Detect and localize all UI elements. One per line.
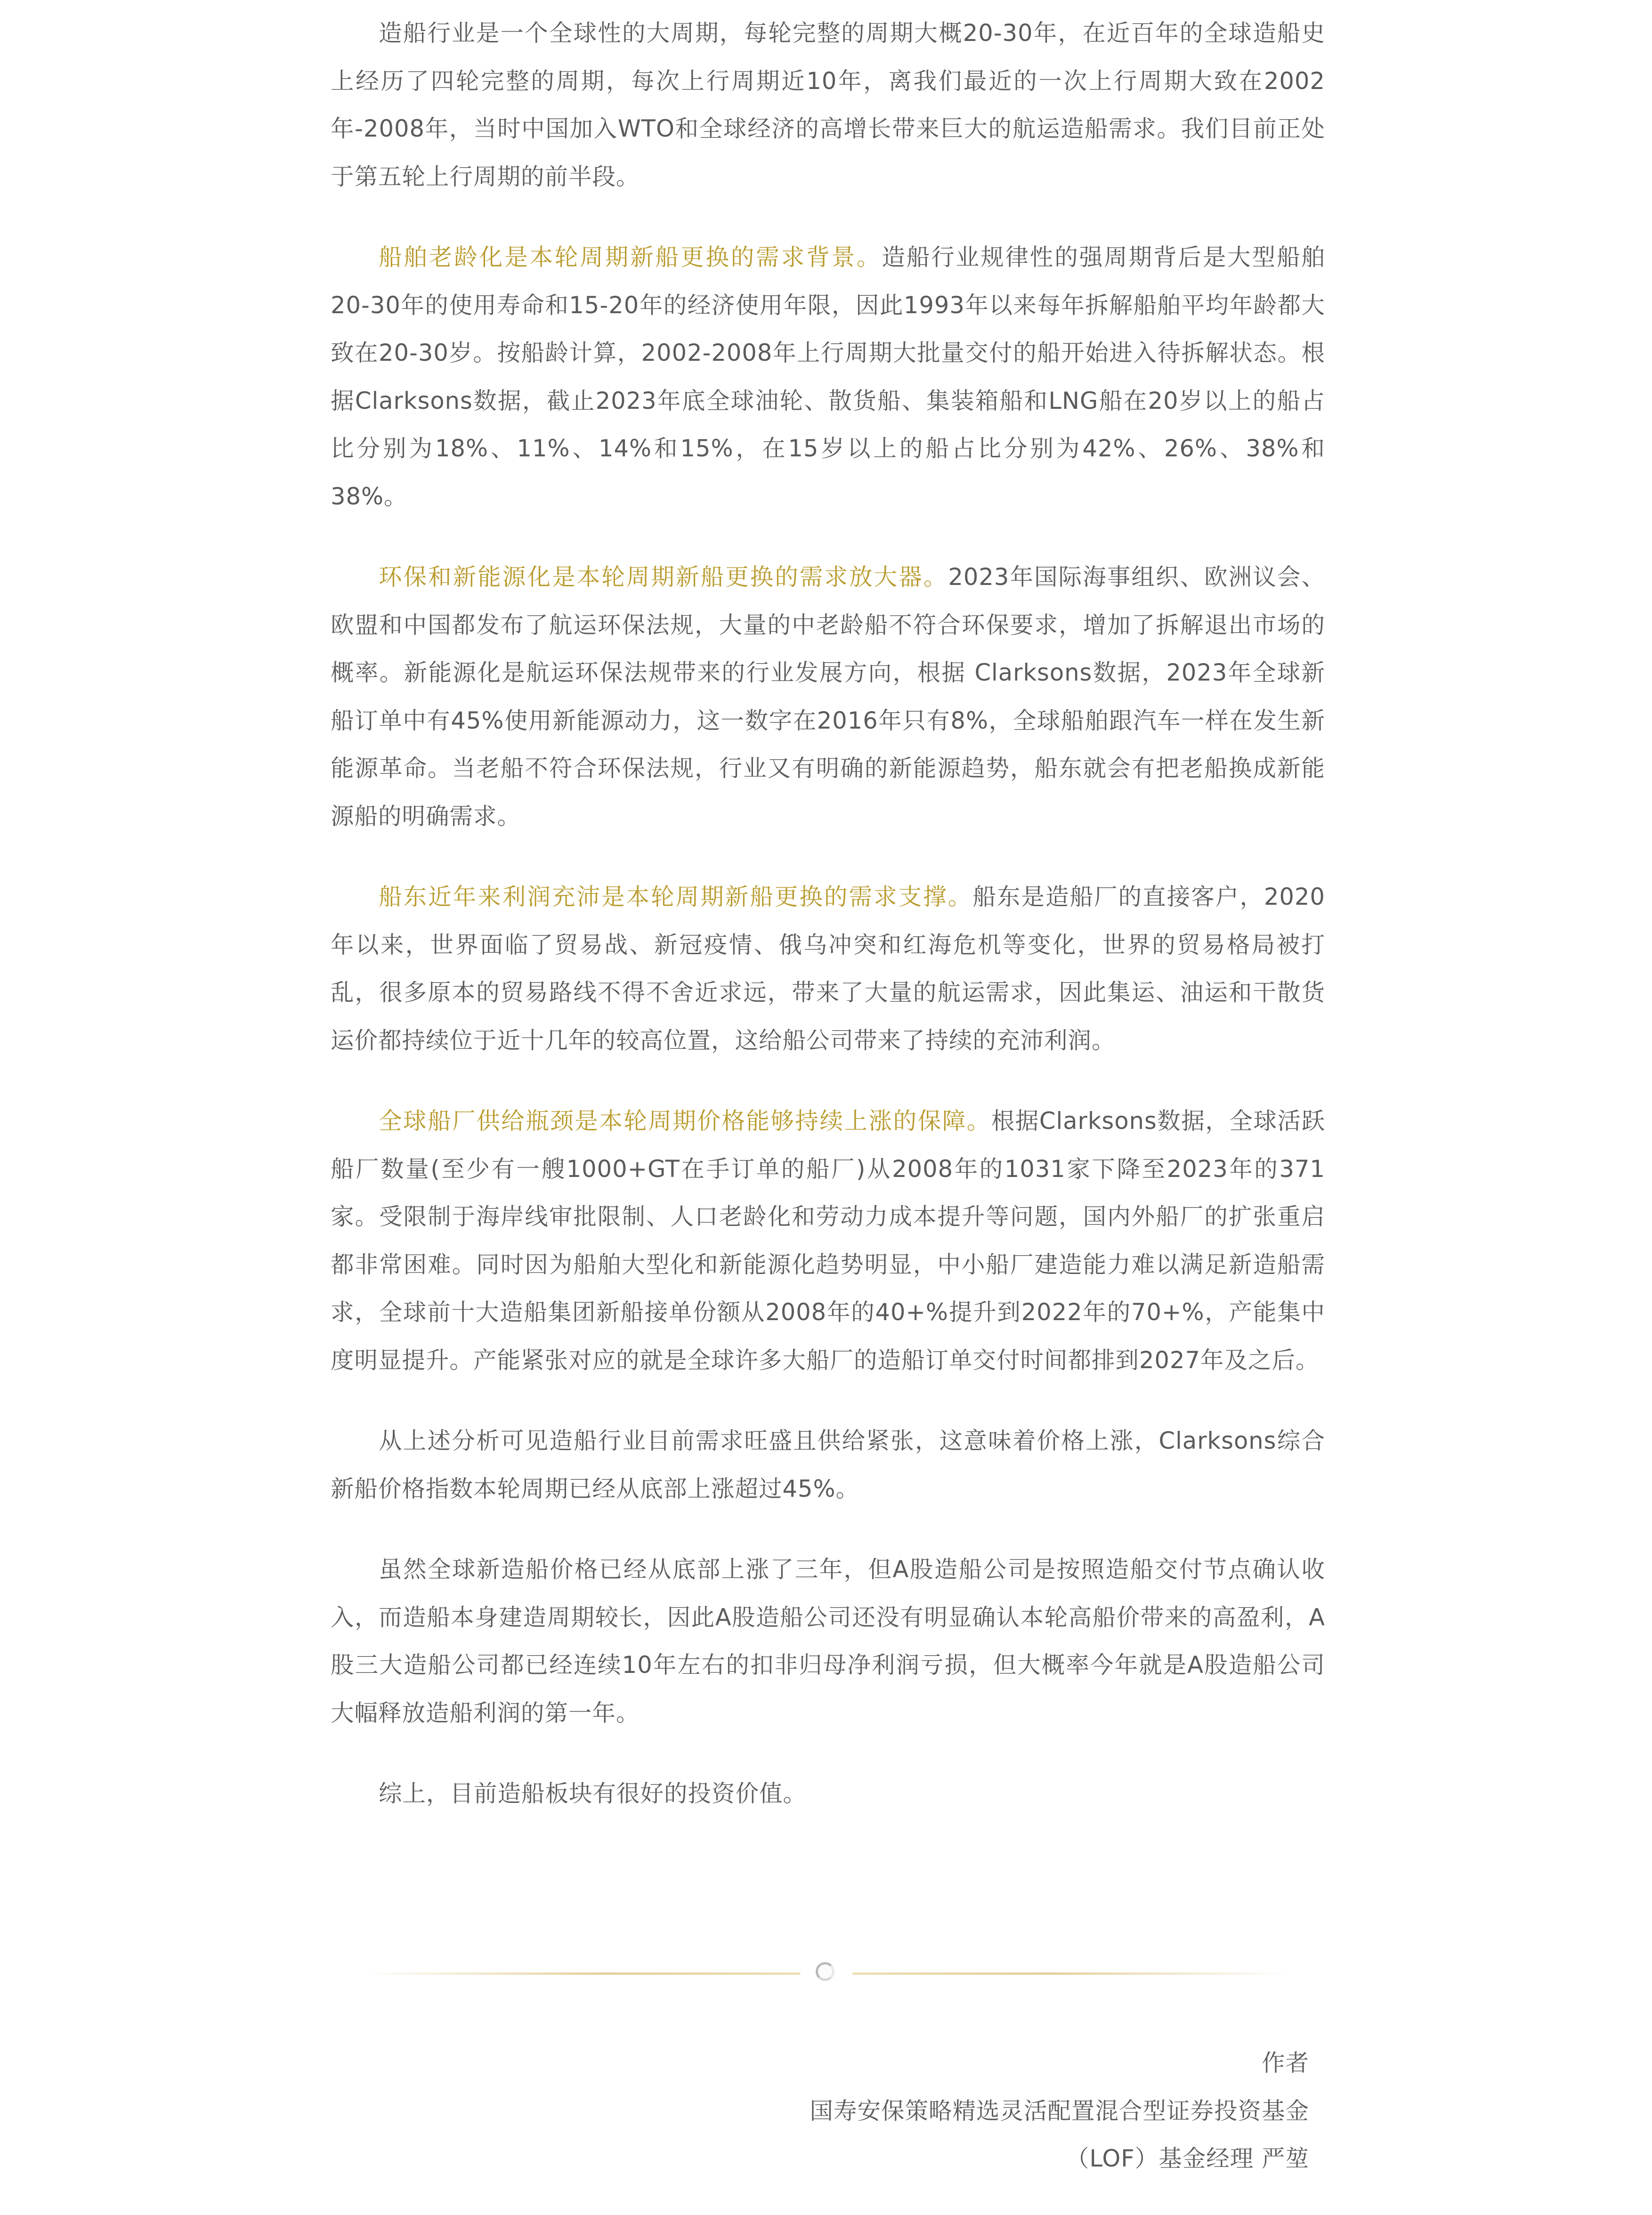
paragraph-text: 综上，目前造船板块有很好的投资价值。 xyxy=(379,1780,807,1807)
paragraph-green-energy xyxy=(331,553,1325,840)
paragraph-text: 2023年国际海事组织、欧洲议会、欧盟和中国都发布了航运环保法规，大量的中老龄船不符合环保要求，增加了拆解退出市场的概率。新能源化是航运环保法规带来的行业发展方向，根据 Clarksons数据，2023年全球新船订单中有45%使用新能源动力，这一数字在2016年只有8%，全球船舶跟汽车一样在发生新能源革命。当老船不符合环保法规，行业又有明确的新能源趋势，船东就会有把老船换成新能源船的明确需求。 xyxy=(331,563,1326,830)
paragraph-text: 船东是造船厂的直接客户，2020年以来，世界面临了贸易战、新冠疫情、俄乌冲突和红海危机等变化，世界的贸易格局被打乱，很多原本的贸易路线不得不舍近求远，带来了大量的航运需求，因此集运、油运和干散货运价都持续位于近十几年的较高位置，这给船公司带来了持续的充沛利润。 xyxy=(331,883,1325,1054)
paragraph-shipowner-profit xyxy=(331,873,1325,1064)
author-label: 作者 xyxy=(1262,2049,1309,2077)
author-fund-name: 国寿安保策略精选灵活配置混合型证券投资基金 xyxy=(810,2097,1309,2125)
paragraph-industry-cycle xyxy=(331,9,1325,201)
paragraph-highlight: 全球船厂供给瓶颈是本轮周期价格能够持续上涨的保障。 xyxy=(379,1107,991,1135)
paragraph-text: 造船行业规律性的强周期背后是大型船舶20-30年的使用寿命和15-20年的经济使用年限，因此1993年以来每年拆解船舶平均年龄都大致在20-30岁。按船龄计算，2002-2008年上行周期大批量交付的船开始进入待拆解状态。根据Clarksons数据，截止2023年底全球油轮、散货船、集装箱船和LNG船在20岁以上的船占比分别为18%、11%、14%和15%，在15岁以上的船占比分别为42%、26%、38%和38%。 xyxy=(331,243,1326,510)
author-block xyxy=(810,2039,1310,2183)
paragraph-text: 造船行业是一个全球性的大周期，每轮完整的周期大概20-30年，在近百年的全球造船史上经历了四轮完整的周期，每次上行周期近10年，离我们最近的一次上行周期大致在2002年-2008年，当时中国加入WTO和全球经济的高增长带来巨大的航运造船需求。我们目前正处于第五轮上行周期的前半段。 xyxy=(331,19,1325,190)
divider-line-right xyxy=(852,1972,1290,1975)
paragraph-highlight: 船东近年来利润充沛是本轮周期新船更换的需求支撑。 xyxy=(379,883,973,910)
paragraph-text: 从上述分析可见造船行业目前需求旺盛且供给紧张，这意味着价格上涨，Clarksons综合新船价格指数本轮周期已经从底部上涨超过45%。 xyxy=(331,1427,1325,1502)
paragraph-highlight: 船舶老龄化是本轮周期新船更换的需求背景。 xyxy=(379,243,882,271)
paragraph-text: 虽然全球新造船价格已经从底部上涨了三年，但A股造船公司是按照造船交付节点确认收入，而造船本身建造周期较长，因此A股造船公司还没有明显确认本轮高船价带来的高盈利，A股三大造船公司都已经连续10年左右的扣非归母净利润亏损，但大概率今年就是A股造船公司大幅释放造船利润的第一年。 xyxy=(331,1556,1325,1727)
divider-ornament-icon xyxy=(816,1962,834,1981)
author-title: （LOF）基金经理 严堃 xyxy=(1066,2145,1309,2172)
paragraph-price-index xyxy=(331,1417,1325,1513)
article-body xyxy=(331,9,1325,1847)
divider-line-left xyxy=(363,1972,801,1975)
paragraph-supply-bottleneck xyxy=(331,1097,1325,1384)
paragraph-ship-aging xyxy=(331,234,1325,520)
paragraph-a-share-profit xyxy=(331,1546,1325,1737)
paragraph-text: 根据Clarksons数据，全球活跃船厂数量(至少有一艘1000+GT在手订单的船厂)从2008年的1031家下降至2023年的371家。受限制于海岸线审批限制、人口老龄化和劳动力成本提升等问题，国内外船厂的扩张重启都非常困难。同时因为船舶大型化和新能源化趋势明显，中小船厂建造能力难以满足新造船需求，全球前十大造船集团新船接单份额从2008年的40+%提升到2022年的70+%，产能集中度明显提升。产能紧张对应的就是全球许多大船厂的造船订单交付时间都排到2027年及之后。 xyxy=(331,1107,1326,1374)
paragraph-highlight: 环保和新能源化是本轮周期新船更换的需求放大器。 xyxy=(379,563,948,591)
section-divider xyxy=(363,1959,1295,1988)
paragraph-conclusion xyxy=(331,1770,1325,1818)
